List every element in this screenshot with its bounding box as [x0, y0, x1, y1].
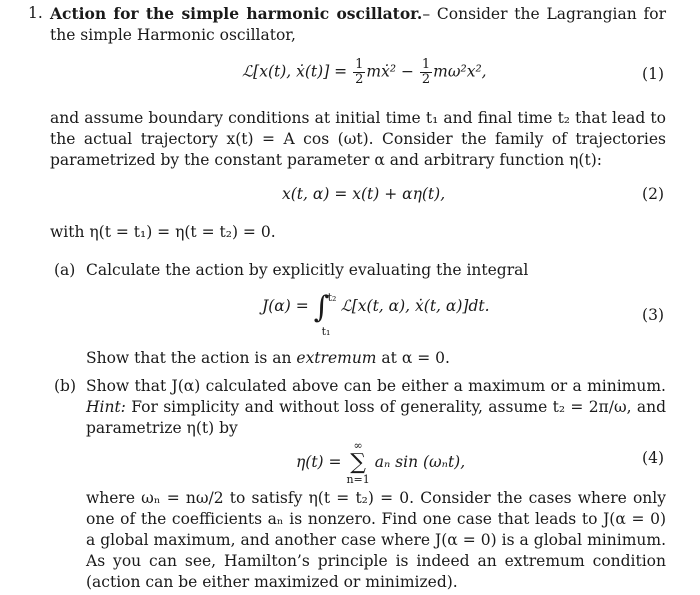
eq3-integrand: ℒ[x(t, α), ẋ(t, α)]dt. — [340, 297, 490, 315]
equation-4 — [296, 440, 465, 486]
equation-2: x(t, α) = x(t) + αη(t), — [282, 185, 446, 203]
part-a-text: Calculate the action by explicitly evaluating the integral — [86, 261, 529, 279]
eq4-lhs: η(t) = — [296, 453, 342, 471]
problem-number: 1. — [28, 4, 43, 22]
integral-sign: ∫ t₂ t₁ — [313, 289, 337, 338]
paragraph-boundary-conditions: and assume boundary conditions at initial time t₁ and final time t₂ that lead to the actual trajectory x(t) = A cos (ωt). Consider the family of trajectories parametrized by the constant parameter α and arbitrary function η(t): — [50, 109, 666, 169]
title-dash: – — [422, 5, 431, 23]
part-a-extremum: Show that the action is an extremum at α = 0. — [86, 349, 450, 367]
problem-intro-block — [50, 3, 666, 46]
equation-3 — [262, 289, 490, 338]
problem-title: Action for the simple harmonic oscillator. — [50, 4, 423, 23]
extremum-emphasis: extremum — [296, 349, 377, 367]
part-b-label: (b) — [54, 377, 77, 395]
eq1-term2: mω²x², — [433, 62, 487, 81]
eq3-tag: (3) — [642, 306, 664, 324]
hint-text: For simplicity and without loss of generality, assume t₂ = 2π/ω, and parametrize η(t) by — [86, 398, 666, 437]
eq4-tag: (4) — [642, 449, 664, 467]
eq1-frac1: $\frac{1}{2}$ — [355, 57, 364, 87]
eq3-lhs: J(α) = — [262, 297, 309, 315]
eq1-lhs: ℒ[x(t), ẋ(t)] = — [242, 62, 348, 81]
eq1-term1: mẋ² − — [366, 62, 414, 81]
eq2-tag: (2) — [642, 185, 664, 203]
part-b-line1: Show that J(α) calculated above can be either a maximum or a minimum. — [86, 377, 666, 395]
boundary-line: with η(t = t₁) = η(t = t₂) = 0. — [50, 223, 276, 241]
problem-intro: Consider the Lagrangian for the simple Harmonic oscillator, — [50, 5, 666, 44]
eq1-frac2: $\frac{1}{2}$ — [421, 57, 431, 87]
part-b-closing: where ωₙ = nω/2 to satisfy η(t = t₂) = 0. Consider the cases where only one of the coefficients aₙ is nonzero. Find one case that leads to J(α = 0) a global maximum, and another case where J(α = 0) is a global minimum. As you can see, Hamilton’s principle is indeed an extremum condition (action can be either maximized or minimized). — [86, 489, 666, 591]
summation-sign: ∞ ∑ n=1 — [346, 439, 370, 486]
equation-1 — [242, 58, 487, 87]
part-b-intro — [86, 376, 666, 439]
part-a-label: (a) — [54, 261, 76, 279]
eq1-tag: (1) — [642, 65, 664, 83]
hint-label: Hint: — [86, 398, 126, 416]
eq4-body: aₙ sin (ωₙt), — [374, 453, 466, 471]
